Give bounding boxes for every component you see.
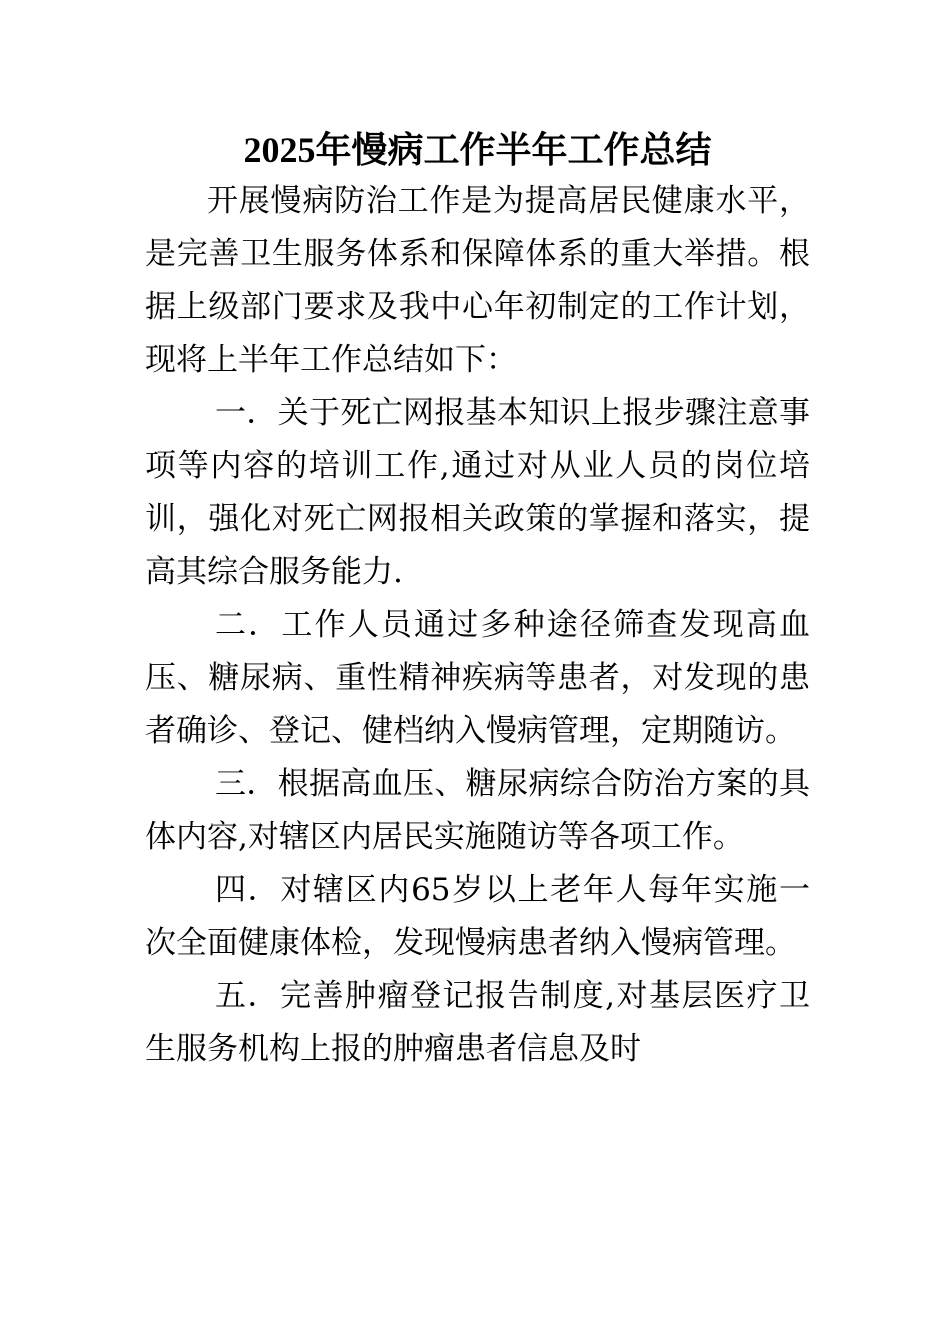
document-body [145, 125, 810, 1076]
list-item-4: 四．对辖区内65岁以上老年人每年实施一次全面健康体检，发现慢病患者纳入慢病管理。 [145, 872, 810, 961]
list-item-2: 二．工作人员通过多种途径筛查发现高血压、糖尿病、重性精神疾病等患者，对发现的患者确诊、登记、健档纳入慢病管理，定期随访。 [145, 607, 810, 749]
list-item-5: 五．完善肿瘤登记报告制度,对基层医疗卫生服务机构上报的肿瘤患者信息及时 [145, 978, 810, 1067]
list-item-3: 三．根据高血压、糖尿病综合防治方案的具体内容,对辖区内居民实施随访等各项工作。 [145, 766, 810, 855]
list-item-1: 一．关于死亡网报基本知识上报步骤注意事项等内容的培训工作,通过对从业人员的岗位培训，强化对死亡网报相关政策的掌握和落实，提高其综合服务能力. [145, 395, 810, 590]
document-title: 2025年慢病工作半年工作总结 [243, 130, 712, 170]
intro-paragraph: 开展慢病防治工作是为提高居民健康水平，是完善卫生服务体系和保障体系的重大举措。根据上级部门要求及我中心年初制定的工作计划，现将上半年工作总结如下： [145, 183, 810, 378]
